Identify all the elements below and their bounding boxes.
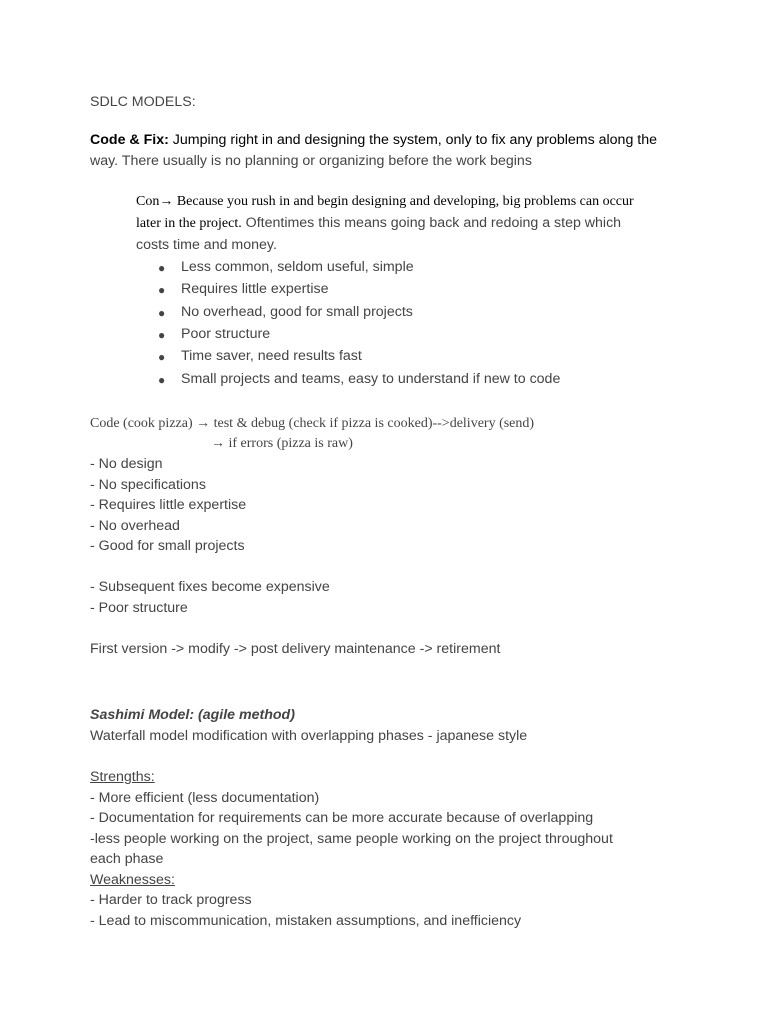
con-line-1: Con→ Because you rush in and begin designing and developing, big problems can occur (136, 194, 634, 209)
weaknesses-label: Weaknesses: (90, 872, 175, 888)
pros-item: - No specifications (90, 477, 206, 493)
flow-line-1: Code (cook pizza) → test & debug (check if pizza is cooked)-->delivery (send) (90, 416, 535, 431)
code-fix-paragraph-line-1 (90, 130, 657, 150)
code-fix-heading: Code & Fix: (90, 132, 169, 148)
code-fix-desc-line-1: Jumping right in and designing the system, only to fix any problems along the (172, 132, 658, 148)
strengths-label: Strengths: (90, 769, 155, 785)
con-line-2 (136, 213, 621, 234)
cons-item: - Poor structure (90, 600, 188, 616)
strength-item: - More efficient (less documentation) (90, 790, 320, 806)
pros-item: - Requires little expertise (90, 497, 247, 513)
bullet-item: Poor structure (181, 326, 271, 342)
bullet-item: Small projects and teams, easy to understand if new to code (181, 371, 561, 387)
strength-item: - Documentation for requirements can be more accurate because of overlapping (90, 810, 594, 826)
weakness-item: - Harder to track progress (90, 892, 252, 908)
con-line-2-serif: later in the project. (136, 216, 242, 231)
sashimi-heading: Sashimi Model: (agile method) (90, 707, 295, 723)
cons-item: - Subsequent fixes become expensive (90, 579, 330, 595)
bullet-dot: ● (158, 373, 166, 387)
flow-line-2: → if errors (pizza is raw) (211, 436, 353, 451)
bullet-item: No overhead, good for small projects (181, 304, 413, 320)
bullet-dot: ● (158, 306, 166, 320)
strength-item: each phase (90, 851, 164, 867)
bullet-dot: ● (158, 261, 166, 275)
code-fix-desc-line-2: way. There usually is no planning or organizing before the work begins (90, 153, 532, 169)
con-line-3: costs time and money. (136, 237, 277, 253)
bullet-dot: ● (158, 350, 166, 364)
bullet-item: Less common, seldom useful, simple (181, 259, 414, 275)
bullet-item: Time saver, need results fast (181, 348, 362, 364)
bullet-dot: ● (158, 328, 166, 342)
sashimi-desc: Waterfall model modification with overlapping phases - japanese style (90, 728, 528, 744)
weakness-item: - Lead to miscommunication, mistaken assumptions, and inefficiency (90, 913, 522, 929)
bullet-item: Requires little expertise (181, 281, 329, 297)
pros-item: - No overhead (90, 518, 180, 534)
pros-item: - No design (90, 456, 163, 472)
lifecycle-line: First version -> modify -> post delivery maintenance -> retirement (90, 641, 501, 657)
document-title: SDLC MODELS: (90, 94, 196, 110)
con-line-2-sans: Oftentimes this means going back and redoing a step which (241, 215, 622, 231)
bullet-dot: ● (158, 283, 166, 297)
pros-item: - Good for small projects (90, 538, 245, 554)
strength-item: -less people working on the project, same people working on the project throughout (90, 831, 613, 847)
